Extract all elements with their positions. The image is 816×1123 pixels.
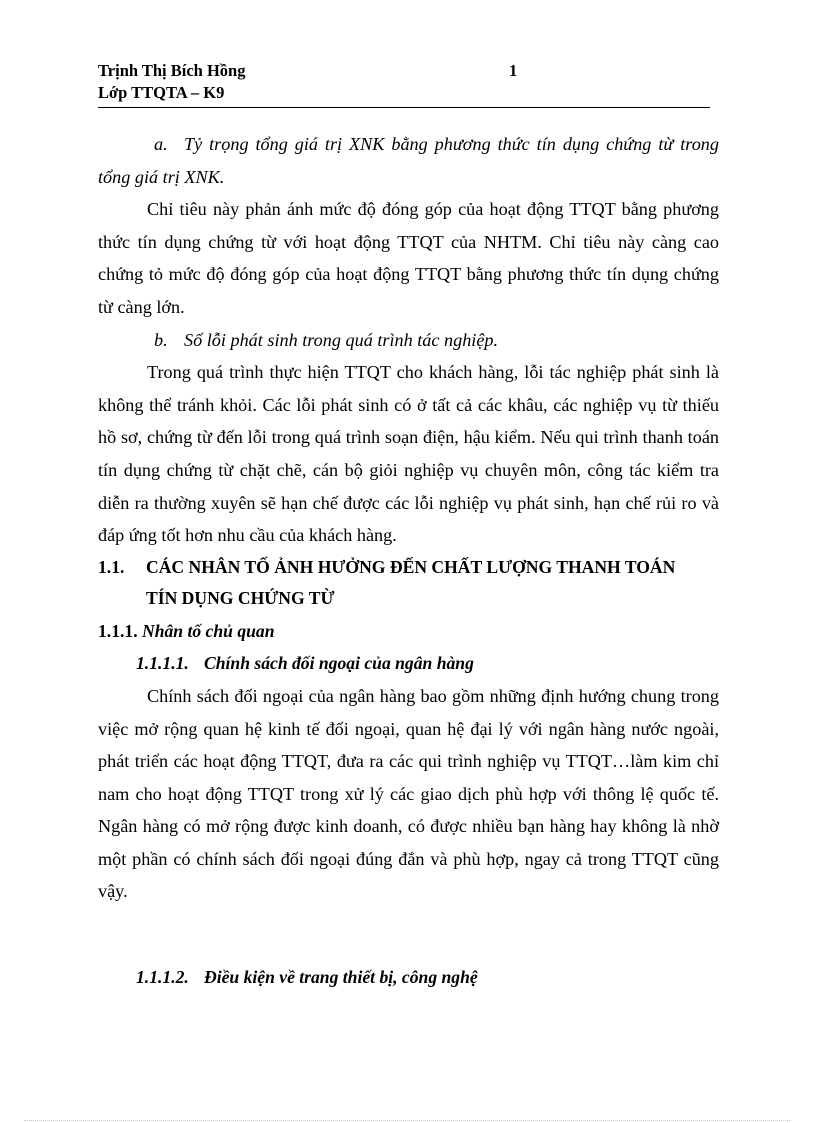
subsection-number: 1.1.1. (98, 620, 138, 641)
list-marker-b: b. (154, 329, 168, 350)
subsection-title: Nhân tố chủ quan (142, 620, 275, 641)
subsubsection-number: 1.1.1.1. (136, 653, 189, 674)
page-number: 1 (509, 61, 518, 80)
list-marker-a: a. (154, 134, 168, 154)
subsubsection-heading-1-1-1-1 (98, 647, 719, 680)
paragraph-3: Chính sách đối ngoại của ngân hàng bao gồm những định hướng chung trong việc mở rộng quan hệ kinh tế đối ngoại, quan hệ đại lý với ngân hàng nước ngoài, phát triển các hoạt động TTQT, đưa ra các qui trình nghiệp vụ TTQT…làm kim chỉ nam cho hoạt động TTQT trong xử lý các giao dịch phù hợp với thông lệ quốc tế. Ngân hàng có mở rộng được kinh doanh, có được nhiều bạn hàng hay không là nhờ một phần có chính sách đối ngoại đúng đắn và phù hợp, ngay cả trong TTQT cũng vậy. (98, 685, 719, 902)
subsection-heading-1-1-1 (98, 615, 719, 648)
list-item-b (98, 324, 719, 357)
section-heading-1-1 (98, 552, 719, 615)
section-number: 1.1. (98, 556, 125, 577)
header-divider (98, 107, 710, 108)
list-item-b-text: Số lỗi phát sinh trong quá trình tác nghiệp. (184, 329, 499, 350)
page-bottom-border (24, 1120, 790, 1121)
paragraph-1: Chỉ tiêu này phản ánh mức độ đóng góp của hoạt động TTQT bằng phương thức tín dụng chứng từ với hoạt động TTQT của NHTM. Chỉ tiêu này càng cao chứng tỏ mức độ đóng góp của hoạt động TTQT bằng phương thức tín dụng chứng từ càng lớn. (98, 199, 719, 317)
header-author: Trịnh Thị Bích Hồng (98, 61, 246, 80)
section-title-line-1: CÁC NHÂN TỐ ẢNH HƯỞNG ĐẾN CHẤT LƯỢNG THANH TOÁN (146, 556, 676, 577)
subsubsection-title-2: Điều kiện về trang thiết bị, công nghệ (204, 967, 478, 987)
list-item-a (98, 128, 719, 193)
header-class: Lớp TTQTA – K9 (98, 83, 225, 102)
subsubsection-number-2: 1.1.1.2. (136, 967, 189, 987)
subsubsection-heading-1-1-1-2 (136, 967, 478, 988)
list-item-a-text: Tỷ trọng tổng giá trị XNK bằng phương thức tín dụng chứng từ trong tổng giá trị XNK. (98, 134, 719, 187)
paragraph-2: Trong quá trình thực hiện TTQT cho khách hàng, lỗi tác nghiệp phát sinh là không thể tránh khỏi. Các lỗi phát sinh có ở tất cả các khâu, các nghiệp vụ từ thiếu hồ sơ, chứng từ đến lỗi trong quá trình soạn điện, hậu kiểm. Nếu qui trình thanh toán tín dụng chứng từ chặt chẽ, cán bộ giỏi nghiệp vụ chuyên môn, công tác kiểm tra diễn ra thường xuyên sẽ hạn chế được các lỗi nghiệp vụ phát sinh, hạn chế rủi ro và đáp ứng tốt hơn nhu cầu của khách hàng. (98, 362, 719, 546)
section-title-line-2: TÍN DỤNG CHỨNG TỪ (146, 588, 335, 609)
document-body (98, 128, 719, 908)
subsubsection-title: Chính sách đối ngoại của ngân hàng (204, 653, 474, 674)
